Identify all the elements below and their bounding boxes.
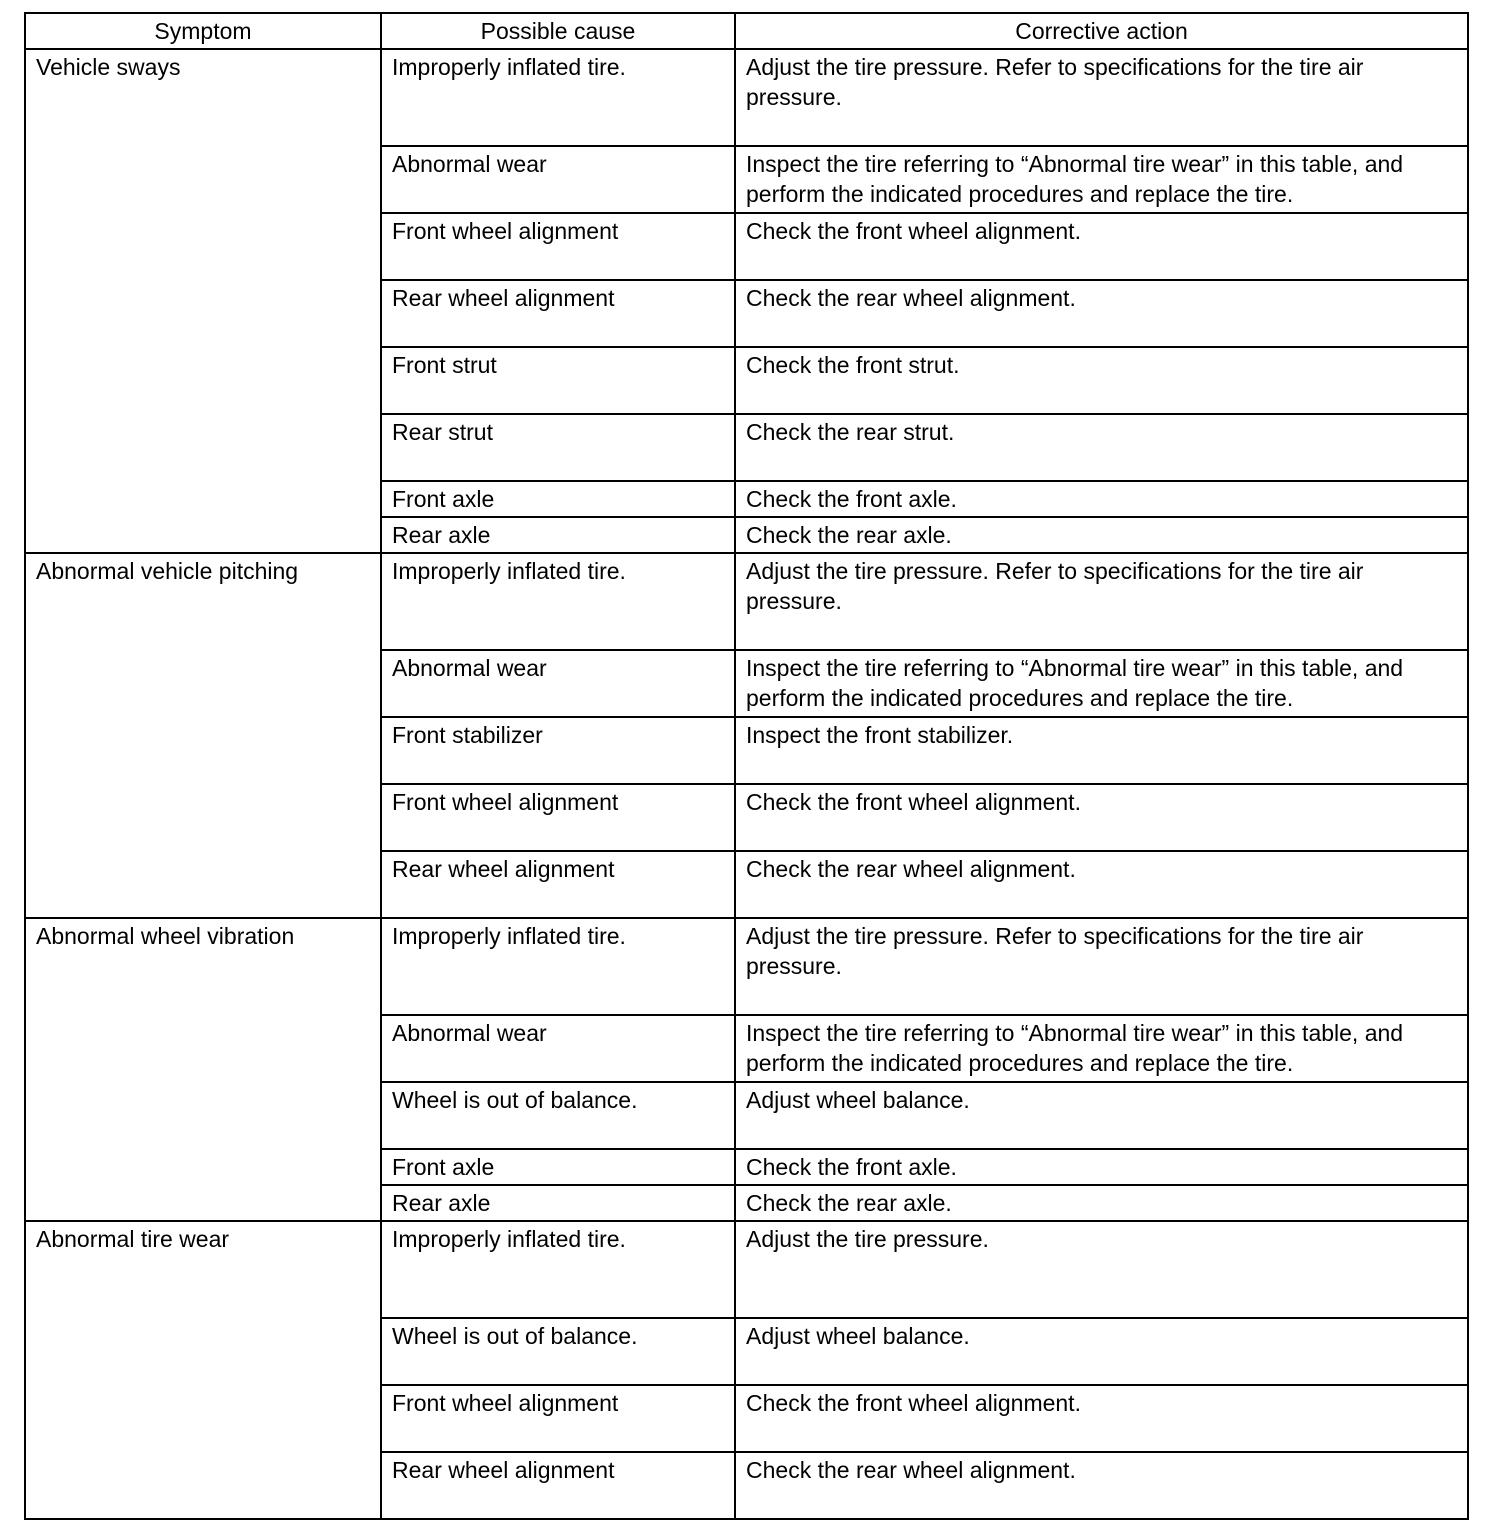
symptom-cell: Abnormal vehicle pitching <box>25 553 381 918</box>
action-cell: Check the front wheel alignment. <box>735 1385 1468 1452</box>
action-cell: Adjust wheel balance. <box>735 1318 1468 1385</box>
cause-cell: Improperly inflated tire. <box>381 918 735 1015</box>
header-corrective-action: Corrective action <box>735 13 1468 49</box>
header-possible-cause: Possible cause <box>381 13 735 49</box>
action-cell: Adjust the tire pressure. <box>735 1221 1468 1318</box>
header-row <box>25 13 1468 49</box>
action-cell: Check the rear wheel alignment. <box>735 1452 1468 1519</box>
table-row <box>25 49 1468 146</box>
table-row <box>25 1221 1468 1318</box>
cause-cell: Improperly inflated tire. <box>381 1221 735 1318</box>
action-cell: Adjust the tire pressure. Refer to specifications for the tire air pressure. <box>735 553 1468 650</box>
action-cell: Check the rear wheel alignment. <box>735 280 1468 347</box>
cause-cell: Front wheel alignment <box>381 1385 735 1452</box>
cause-cell: Front stabilizer <box>381 717 735 784</box>
cause-cell: Abnormal wear <box>381 1015 735 1082</box>
cause-cell: Front strut <box>381 347 735 414</box>
action-cell: Check the rear wheel alignment. <box>735 851 1468 918</box>
cause-cell: Rear wheel alignment <box>381 851 735 918</box>
action-cell: Inspect the tire referring to “Abnormal tire wear” in this table, and perform the indicated procedures and replace the tire. <box>735 146 1468 213</box>
cause-cell: Rear wheel alignment <box>381 1452 735 1519</box>
cause-cell: Front wheel alignment <box>381 784 735 851</box>
cause-cell: Front axle <box>381 481 735 517</box>
action-cell: Check the front wheel alignment. <box>735 784 1468 851</box>
action-cell: Check the front axle. <box>735 481 1468 517</box>
action-cell: Inspect the front stabilizer. <box>735 717 1468 784</box>
cause-cell: Improperly inflated tire. <box>381 553 735 650</box>
symptom-cell: Abnormal tire wear <box>25 1221 381 1519</box>
action-cell: Adjust the tire pressure. Refer to specifications for the tire air pressure. <box>735 918 1468 1015</box>
cause-cell: Wheel is out of balance. <box>381 1318 735 1385</box>
header-symptom: Symptom <box>25 13 381 49</box>
action-cell: Adjust the tire pressure. Refer to specifications for the tire air pressure. <box>735 49 1468 146</box>
symptom-cell: Abnormal wheel vibration <box>25 918 381 1221</box>
cause-cell: Front axle <box>381 1149 735 1185</box>
cause-cell: Rear wheel alignment <box>381 280 735 347</box>
table-row <box>25 553 1468 650</box>
action-cell: Check the rear axle. <box>735 517 1468 553</box>
cause-cell: Abnormal wear <box>381 146 735 213</box>
cause-cell: Rear axle <box>381 517 735 553</box>
troubleshooting-table <box>24 12 1469 1520</box>
cause-cell: Rear axle <box>381 1185 735 1221</box>
action-cell: Check the rear axle. <box>735 1185 1468 1221</box>
action-cell: Check the rear strut. <box>735 414 1468 481</box>
cause-cell: Rear strut <box>381 414 735 481</box>
action-cell: Check the front wheel alignment. <box>735 213 1468 280</box>
action-cell: Check the front strut. <box>735 347 1468 414</box>
action-cell: Adjust wheel balance. <box>735 1082 1468 1149</box>
cause-cell: Improperly inflated tire. <box>381 49 735 146</box>
cause-cell: Abnormal wear <box>381 650 735 717</box>
action-cell: Inspect the tire referring to “Abnormal tire wear” in this table, and perform the indicated procedures and replace the tire. <box>735 1015 1468 1082</box>
action-cell: Check the front axle. <box>735 1149 1468 1185</box>
action-cell: Inspect the tire referring to “Abnormal tire wear” in this table, and perform the indicated procedures and replace the tire. <box>735 650 1468 717</box>
symptom-cell: Vehicle sways <box>25 49 381 553</box>
table-row <box>25 918 1468 1015</box>
cause-cell: Wheel is out of balance. <box>381 1082 735 1149</box>
cause-cell: Front wheel alignment <box>381 213 735 280</box>
troubleshooting-table-wrapper <box>24 12 1469 1520</box>
